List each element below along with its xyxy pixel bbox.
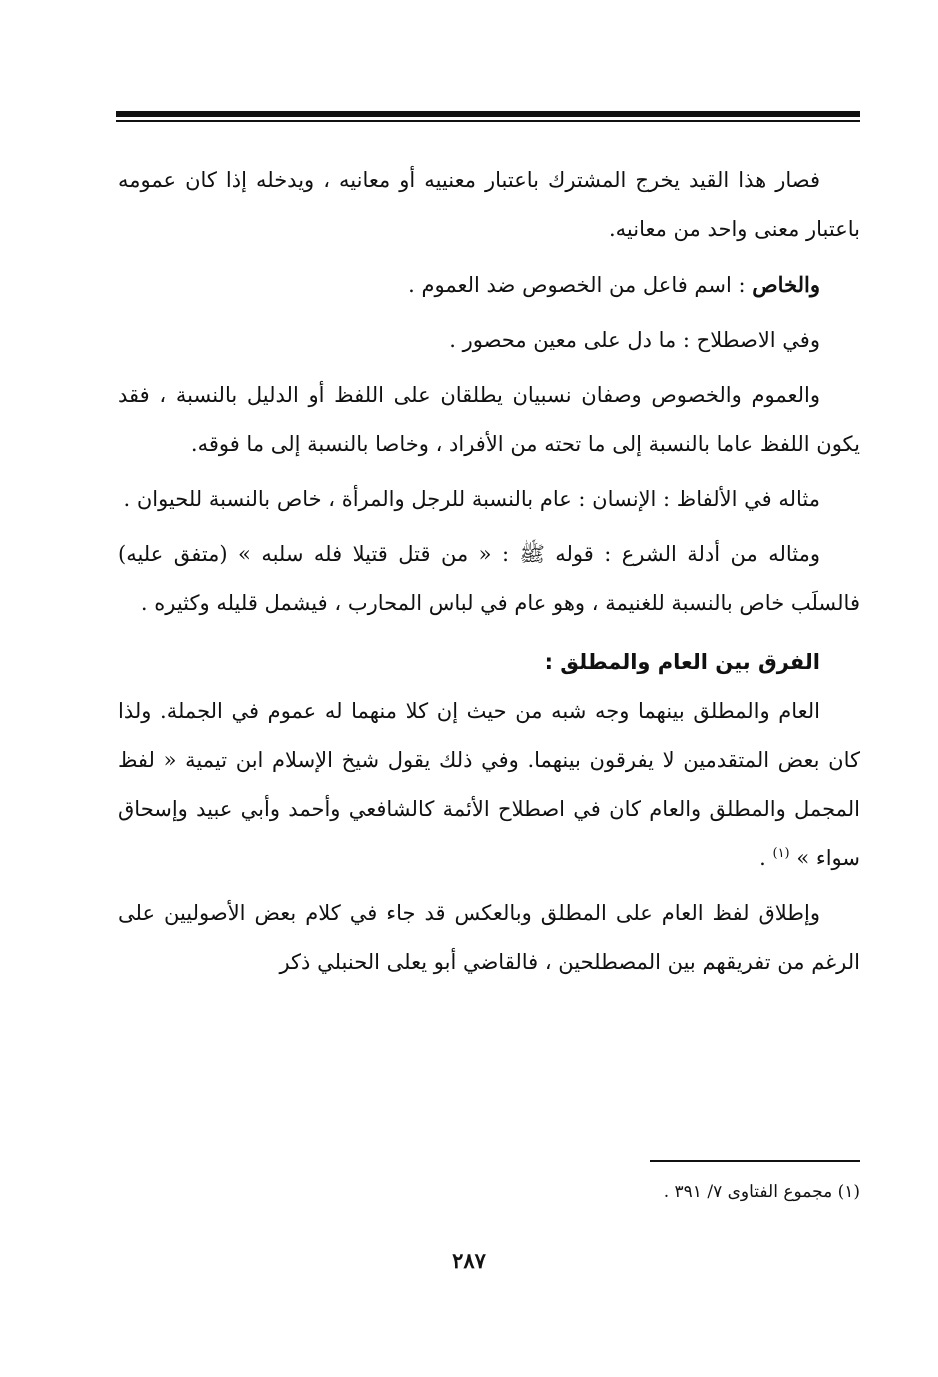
- page-number: ٢٨٧: [452, 1248, 486, 1273]
- page-body: [118, 156, 860, 993]
- header-rule-thin: [116, 120, 860, 122]
- paragraph-5: مثاله في الألفاظ : الإنسان : عام بالنسبة للرجل والمرأة ، خاص بالنسبة للحيوان .: [123, 487, 820, 511]
- paragraph-2: والخاص : اسم فاعل من الخصوص ضد العموم .: [408, 272, 820, 297]
- footnote: (١) مجموع الفتاوى ٧/ ٣٩١ .: [663, 1182, 860, 1202]
- paragraph-1: فصار هذا القيد يخرج المشترك باعتبار معنييه أو معانيه ، ويدخله إذا كان عمومه باعتبار معنى واحد من معانيه.: [118, 168, 860, 241]
- term-khas: والخاص: [752, 272, 820, 297]
- section-heading: الفرق بين العام والمطلق :: [544, 650, 820, 674]
- footnote-separator: [650, 1160, 860, 1162]
- header-rule-thick: [116, 111, 860, 117]
- paragraph-8: وإطلاق لفظ العام على المطلق وبالعكس قد جاء في كلام بعض الأصوليين على الرغم من تفريقهم بين المصطلحين ، فالقاضي أبو يعلى الحنبلي ذكر: [118, 901, 860, 974]
- paragraph-6: ومثاله من أدلة الشرع : قوله ﷺ : « من قتل قتيلا فله سلبه » (متفق عليه) فالسلَب خاص بالنسبة للغنيمة ، وهو عام في لباس المحارب ، فيشمل قليله وكثيره .: [118, 542, 860, 615]
- paragraph-7: العام والمطلق بينهما وجه شبه من حيث إن كلا منهما له عموم في الجملة. ولذا كان بعض المتقدمين لا يفرقون بينهما. وفي ذلك يقول شيخ الإسلام ابن تيمية « لفظ المجمل والمطلق والعام كان في اصطلاح الأئمة كالشافعي وأحمد وأبي عبيد وإسحاق سواء » $^{(١)}$ .: [118, 699, 860, 870]
- paragraph-3: وفي الاصطلاح : ما دل على معين محصور .: [449, 328, 820, 352]
- paragraph-4: والعموم والخصوص وصفان نسبيان يطلقان على اللفظ أو الدليل بالنسبة ، فقد يكون اللفظ عاما بالنسبة إلى ما تحته من الأفراد ، وخاصا بالنسبة إلى ما فوقه.: [118, 383, 860, 456]
- footnote-marker[interactable]: (١): [772, 846, 790, 861]
